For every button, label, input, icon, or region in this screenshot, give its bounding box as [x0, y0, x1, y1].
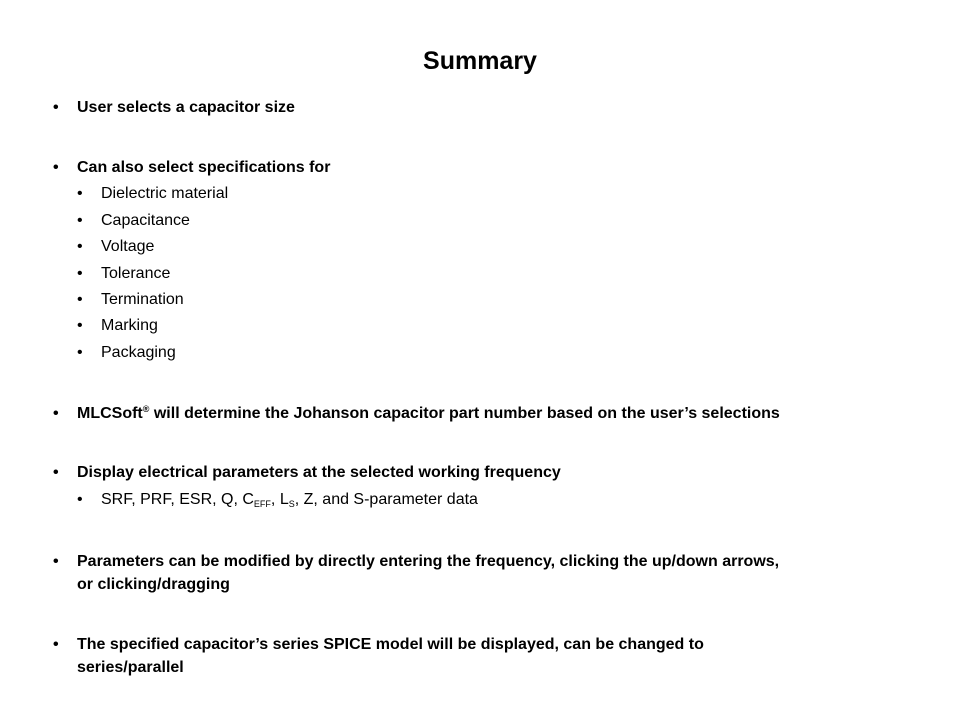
- bullet-dot: •: [77, 185, 83, 202]
- bullet-dot: •: [53, 405, 59, 422]
- sub-bullet-text: Tolerance: [101, 265, 171, 282]
- bullet-dot: •: [53, 464, 59, 481]
- bullet-dot: •: [77, 212, 83, 229]
- sub-bullet-text: Termination: [101, 291, 184, 308]
- sub-bullet-text: , L: [270, 491, 289, 508]
- bullet-capacitor-size: [53, 96, 917, 119]
- subscript-s: S: [288, 499, 295, 509]
- bullet-text: will determine the Johanson capacitor part number based on the user’s selections: [149, 405, 780, 422]
- sub-bullet-text: SRF, PRF, ESR, Q, C: [101, 491, 254, 508]
- bullet-text: User selects a capacitor size: [77, 99, 295, 116]
- bullet-spice-model: [53, 633, 917, 679]
- sub-bullet-termination: [77, 288, 901, 311]
- bullet-text: Can also select specifications for: [77, 159, 331, 176]
- sub-bullet-packaging: [77, 341, 901, 364]
- subscript-eff: EFF: [253, 499, 271, 509]
- bullet-dot: •: [77, 491, 83, 508]
- sub-bullet-voltage: [77, 235, 901, 258]
- bullet-text-line-1: Parameters can be modified by directly entering the frequency, clicking the up/down arrows,: [77, 553, 780, 570]
- sub-bullet-text: Marking: [101, 317, 158, 334]
- bullet-part-number: [53, 402, 917, 425]
- bullet-electrical-parameters: [53, 461, 917, 484]
- sub-bullet-text: Voltage: [101, 238, 155, 255]
- bullet-text-line-1: The specified capacitor’s series SPICE model will be displayed, can be changed to: [77, 636, 704, 653]
- bullet-dot: •: [77, 344, 83, 361]
- bullet-select-specifications: [53, 156, 917, 179]
- sub-bullet-text: Packaging: [101, 344, 176, 361]
- sub-bullet-text: , Z, and S-parameter data: [294, 491, 478, 508]
- bullet-dot: •: [53, 159, 59, 176]
- bullet-dot: •: [53, 553, 59, 570]
- sub-bullet-capacitance: [77, 209, 901, 232]
- sub-bullet-dielectric: [77, 182, 901, 205]
- bullet-dot: •: [77, 238, 83, 255]
- sub-bullet-tolerance: [77, 262, 901, 285]
- sub-bullet-parameter-list: [77, 488, 901, 511]
- bullet-dot: •: [77, 291, 83, 308]
- brand-name: MLCSoft: [77, 405, 143, 422]
- sub-bullet-marking: [77, 314, 901, 337]
- bullet-dot: •: [53, 636, 59, 653]
- slide-title: Summary: [423, 47, 537, 75]
- bullet-dot: •: [77, 265, 83, 282]
- registered-mark: ®: [142, 404, 150, 414]
- bullet-modify-parameters: [53, 550, 917, 596]
- bullet-dot: •: [77, 317, 83, 334]
- sub-bullet-text: Dielectric material: [101, 185, 229, 202]
- bullet-text-line-2: series/parallel: [77, 659, 184, 676]
- bullet-dot: •: [53, 99, 59, 116]
- bullet-text-line-2: or clicking/dragging: [77, 576, 230, 593]
- bullet-text: Display electrical parameters at the selected working frequency: [77, 464, 561, 481]
- sub-bullet-text: Capacitance: [101, 212, 190, 229]
